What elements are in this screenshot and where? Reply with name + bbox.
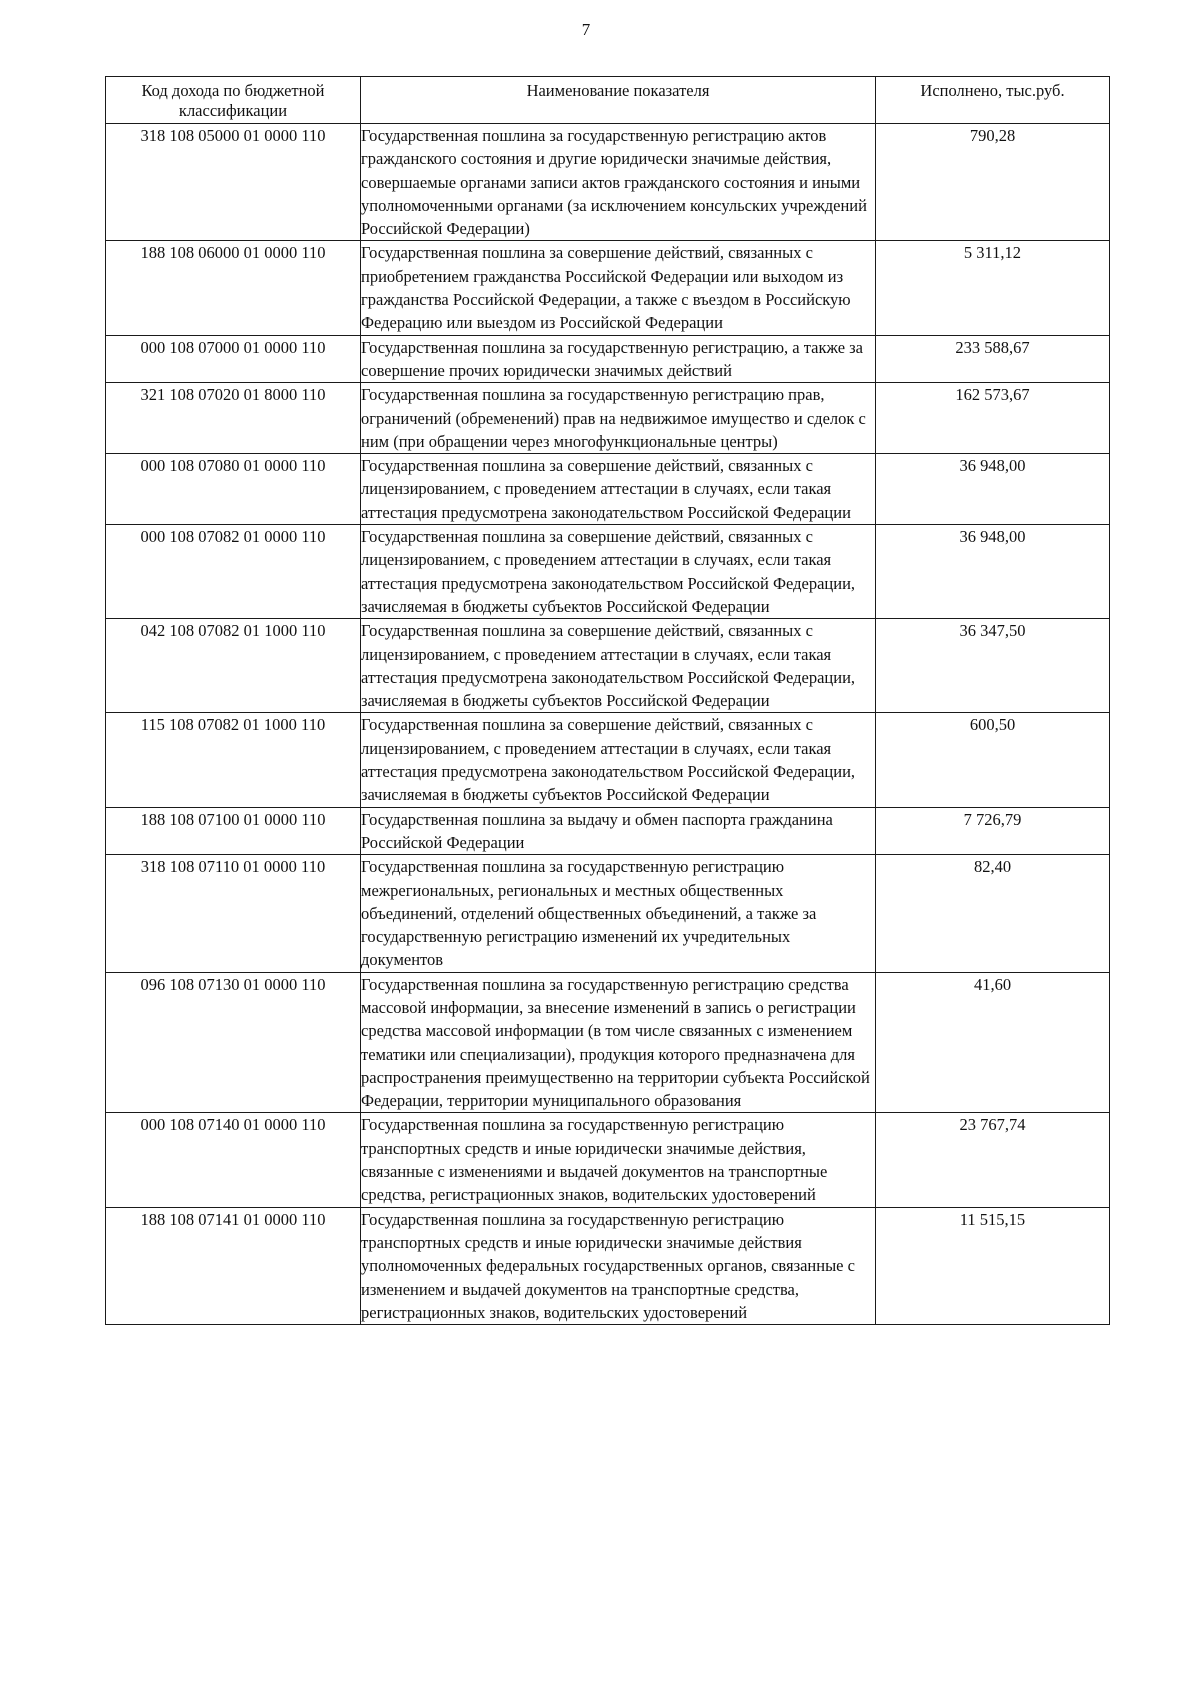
row-code: 000 108 07140 01 0000 110 xyxy=(106,1113,361,1207)
table-row xyxy=(106,335,1110,383)
row-name: Государственная пошлина за государственную регистрацию транспортных средств и иные юридически значимые действия уполномоченных федеральных государственных органов, связанные с изменением и выдачей документов на транспортные средства, регистрационных знаков, водительских удостоверений xyxy=(361,1207,876,1324)
row-code: 115 108 07082 01 1000 110 xyxy=(106,713,361,807)
row-code: 318 108 07110 01 0000 110 xyxy=(106,855,361,972)
row-code: 318 108 05000 01 0000 110 xyxy=(106,124,361,241)
table-row xyxy=(106,972,1110,1113)
table-row xyxy=(106,124,1110,241)
row-value: 36 347,50 xyxy=(876,619,1110,713)
row-name: Государственная пошлина за государственную регистрацию средства массовой информации, за внесение изменений в запись о регистрации средства массовой информации (в том числе связанных с изменением тематики или специализации), продукция которого предназначена для распространения преимущественно на территории субъекта Российской Федерации, территории муниципального образования xyxy=(361,972,876,1113)
table-header-row xyxy=(106,77,1110,124)
table-row xyxy=(106,1207,1110,1324)
row-value: 162 573,67 xyxy=(876,383,1110,454)
row-value: 36 948,00 xyxy=(876,454,1110,525)
revenue-table xyxy=(105,76,1110,1325)
row-name: Государственная пошлина за совершение действий, связанных с приобретением гражданства Российской Федерации или выходом из гражданства Российской Федерации, а также с въездом в Российскую Федерацию или выездом из Российской Федерации xyxy=(361,241,876,335)
row-code: 188 108 07141 01 0000 110 xyxy=(106,1207,361,1324)
row-value: 7 726,79 xyxy=(876,807,1110,855)
row-value: 600,50 xyxy=(876,713,1110,807)
row-code: 000 108 07080 01 0000 110 xyxy=(106,454,361,525)
table-row xyxy=(106,454,1110,525)
row-name: Государственная пошлина за совершение действий, связанных с лицензированием, с проведением аттестации в случаях, если такая аттестация предусмотрена законодательством Российской Федерации, зачисляемая в бюджеты субъектов Российской Федерации xyxy=(361,713,876,807)
row-value: 23 767,74 xyxy=(876,1113,1110,1207)
row-name: Государственная пошлина за совершение действий, связанных с лицензированием, с проведением аттестации в случаях, если такая аттестация предусмотрена законодательством Российской Федерации xyxy=(361,454,876,525)
row-name: Государственная пошлина за государственную регистрацию межрегиональных, региональных и местных общественных объединений, отделений общественных объединений, а также за государственную регистрацию изменений их учредительных документов xyxy=(361,855,876,972)
table-row xyxy=(106,619,1110,713)
table-row xyxy=(106,855,1110,972)
row-name: Государственная пошлина за государственную регистрацию актов гражданского состояния и другие юридически значимые действия, совершаемые органами записи актов гражданского состояния и иными уполномоченными органами (за исключением консульских учреждений Российской Федерации) xyxy=(361,124,876,241)
header-value: Исполнено, тыс.руб. xyxy=(876,77,1110,124)
row-value: 82,40 xyxy=(876,855,1110,972)
row-name: Государственная пошлина за совершение действий, связанных с лицензированием, с проведением аттестации в случаях, если такая аттестация предусмотрена законодательством Российской Федерации, зачисляемая в бюджеты субъектов Российской Федерации xyxy=(361,619,876,713)
row-value: 5 311,12 xyxy=(876,241,1110,335)
header-name: Наименование показателя xyxy=(361,77,876,124)
row-name: Государственная пошлина за выдачу и обмен паспорта гражданина Российской Федерации xyxy=(361,807,876,855)
header-code: Код дохода по бюджетной классификации xyxy=(106,77,361,124)
table-row xyxy=(106,807,1110,855)
row-name: Государственная пошлина за государственную регистрацию, а также за совершение прочих юридически значимых действий xyxy=(361,335,876,383)
row-name: Государственная пошлина за государственную регистрацию транспортных средств и иные юридически значимые действия, связанные с изменениями и выдачей документов на транспортные средства, регистрационных знаков, водительских удостоверений xyxy=(361,1113,876,1207)
table-row xyxy=(106,383,1110,454)
row-code: 188 108 06000 01 0000 110 xyxy=(106,241,361,335)
table-row xyxy=(106,713,1110,807)
row-name: Государственная пошлина за совершение действий, связанных с лицензированием, с проведением аттестации в случаях, если такая аттестация предусмотрена законодательством Российской Федерации, зачисляемая в бюджеты субъектов Российской Федерации xyxy=(361,525,876,619)
row-code: 000 108 07000 01 0000 110 xyxy=(106,335,361,383)
table-row xyxy=(106,241,1110,335)
row-code: 321 108 07020 01 8000 110 xyxy=(106,383,361,454)
row-value: 41,60 xyxy=(876,972,1110,1113)
row-code: 188 108 07100 01 0000 110 xyxy=(106,807,361,855)
row-code: 000 108 07082 01 0000 110 xyxy=(106,525,361,619)
page-number: 7 xyxy=(581,20,591,39)
table-row xyxy=(106,1113,1110,1207)
row-value: 790,28 xyxy=(876,124,1110,241)
table-row xyxy=(106,525,1110,619)
row-code: 042 108 07082 01 1000 110 xyxy=(106,619,361,713)
row-value: 11 515,15 xyxy=(876,1207,1110,1324)
row-value: 233 588,67 xyxy=(876,335,1110,383)
row-value: 36 948,00 xyxy=(876,525,1110,619)
row-name: Государственная пошлина за государственную регистрацию прав, ограничений (обременений) прав на недвижимое имущество и сделок с ним (при обращении через многофункциональные центры) xyxy=(361,383,876,454)
row-code: 096 108 07130 01 0000 110 xyxy=(106,972,361,1113)
